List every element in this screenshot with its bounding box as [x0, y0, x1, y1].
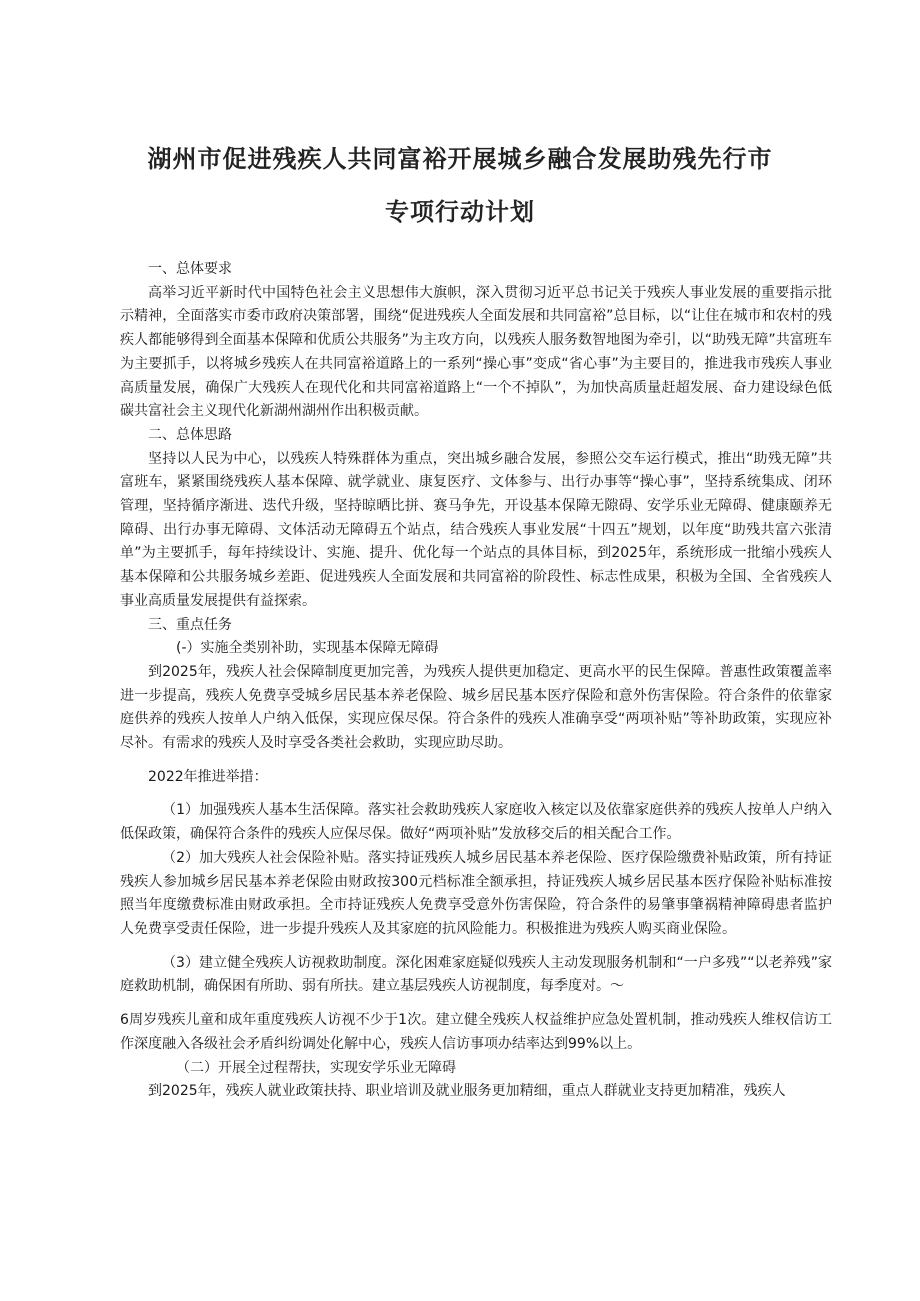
section-heading-3: 三、重点任务 — [148, 616, 232, 633]
paragraph-employment: 到2025年，残疾人就业政策扶持、职业培训及就业服务更加精细，重点人群就业支持更加精准，残疾人 — [148, 1083, 786, 1100]
measure-item-2: （2）加大残疾人社会保险补贴。落实持证残疾人城乡居民基本养老保险、医疗保险缴费补贴政策，所有持证残疾人参加城乡居民基本养老保险由财政按300元档标准全额承担，持证残疾人城乡居民基本医疗保险补贴标准按照当年度缴费标准由财政承担。全市持证残疾人免费享受意外伤害保险，符合条件的易肇事肇祸精神障碍患者监护人免费享受责任保险，进一步提升残疾人及其家庭的抗风险能力。积极推进为残疾人购买商业保险。 — [120, 849, 832, 937]
document-title-line1: 湖州市促进残疾人共同富裕开展城乡融合发展助残先行市 — [147, 145, 773, 173]
section-heading-2: 二、总体思路 — [148, 426, 232, 443]
year-measures-label: 2022年推进举措： — [148, 768, 268, 785]
document-title-line2: 专项行动计划 — [385, 198, 535, 226]
section-heading-1: 一、总体要求 — [148, 261, 232, 277]
paragraph-general-approach: 坚持以人民为中心，以残疾人特殊群体为重点，突出城乡融合发展，参照公交车运行模式，推出“助残无障”共富班车，紧紧围绕残疾人基本保障、就学就业、康复医疗、文体参与、出行办事等“操心事”，坚持系统集成、闭环管理，坚持循序渐进、迭代升级，坚持晾晒比拼、赛马争先，开设基本保障无隙碍、安学乐业无障碍、健康颐养无障碍、出行办事无障碍、文体活动无障碍五个站点，结合残疾人事业发展“十四五”规划，以年度“助残共富六张清单”为主要抓手，每年持续设计、实施、提升、优化每一个站点的具体目标，到2025年，系统形成一批缩小残疾人基本保障和公共服务城乡差距、促进残疾人全面发展和共同富裕的阶段性、标志性成果，积极为全国、全省残疾人事业高质量发展提供有益探索。 — [120, 450, 832, 609]
measure-item-3a: （3）建立健全残疾人访视救助制度。深化困难家庭疑似残疾人主动发现服务机制和“一户多残”“以老养残”家庭救助机制，确保困有所助、弱有所扶。建立基层残疾人访视制度，每季度对。～ — [120, 954, 832, 995]
measure-item-3b: 6周岁残疾儿童和成年重度残疾人访视不少于1次。建立健全残疾人权益维护应急处置机制，推动残疾人维权信访工作深度融入各级社会矛盾纠纷调处化解中心，残疾人信访事项办结率达到99%以上。 — [120, 1012, 832, 1052]
paragraph-basic-security: 到2025年，残疾人社会保障制度更加完善，为残疾人提供更加稳定、更高水平的民生保障。普惠性政策覆盖率进一步提高，残疾人免费享受城乡居民基本养老保险、城乡居民基本医疗保险和意外伤害保险。符合条件的依靠家庭供养的残疾人按单人户纳入低保，实现应保尽保。符合条件的残疾人准确享受“两项补贴”等补助政策，实现应补尽补。有需求的残疾人及时享受各类社会救助，实现应助尽助。 — [120, 663, 832, 752]
subsection-heading-2: （二）开展全过程帮扶，实现安学乐业无障碍 — [176, 1059, 456, 1076]
document-body — [120, 258, 832, 1104]
measure-item-1: （1）加强残疾人基本生活保障。落实社会救助残疾人家庭收入核定以及依靠家庭供养的残疾人按单人户纳入低保政策，确保符合条件的残疾人应保尽保。做好“两项补贴”发放移交后的相关配合工作。 — [120, 802, 832, 843]
subsection-heading-1: (-）实施全类别补助，实现基本保障无障碍 — [176, 640, 439, 657]
paragraph-general-requirements: 高举习近平新时代中国特色社会主义思想伟大旗帜，深入贯彻习近平总书记关于残疾人事业发展的重要指示批示精神，全面落实市委市政府决策部署，围绕“促进残疾人全面发展和共同富裕”总目标，以“让住在城市和农村的残疾人都能够得到全面基本保障和优质公共服务”为主攻方向，以残疾人服务数智地图为牵引，以“助残无障”共富班车为主要抓手，以将城乡残疾人在共同富裕道路上的一系列“操心事”变成“省心事”为主要目的，推进我市残疾人事业高质量发展，确保广大残疾人在现代化和共同富裕道路上“一个不掉队”，为加快高质量赶超发展、奋力建设绿色低碳共富社会主义现代化新湖州湖州作出积极贡献。 — [120, 284, 832, 420]
